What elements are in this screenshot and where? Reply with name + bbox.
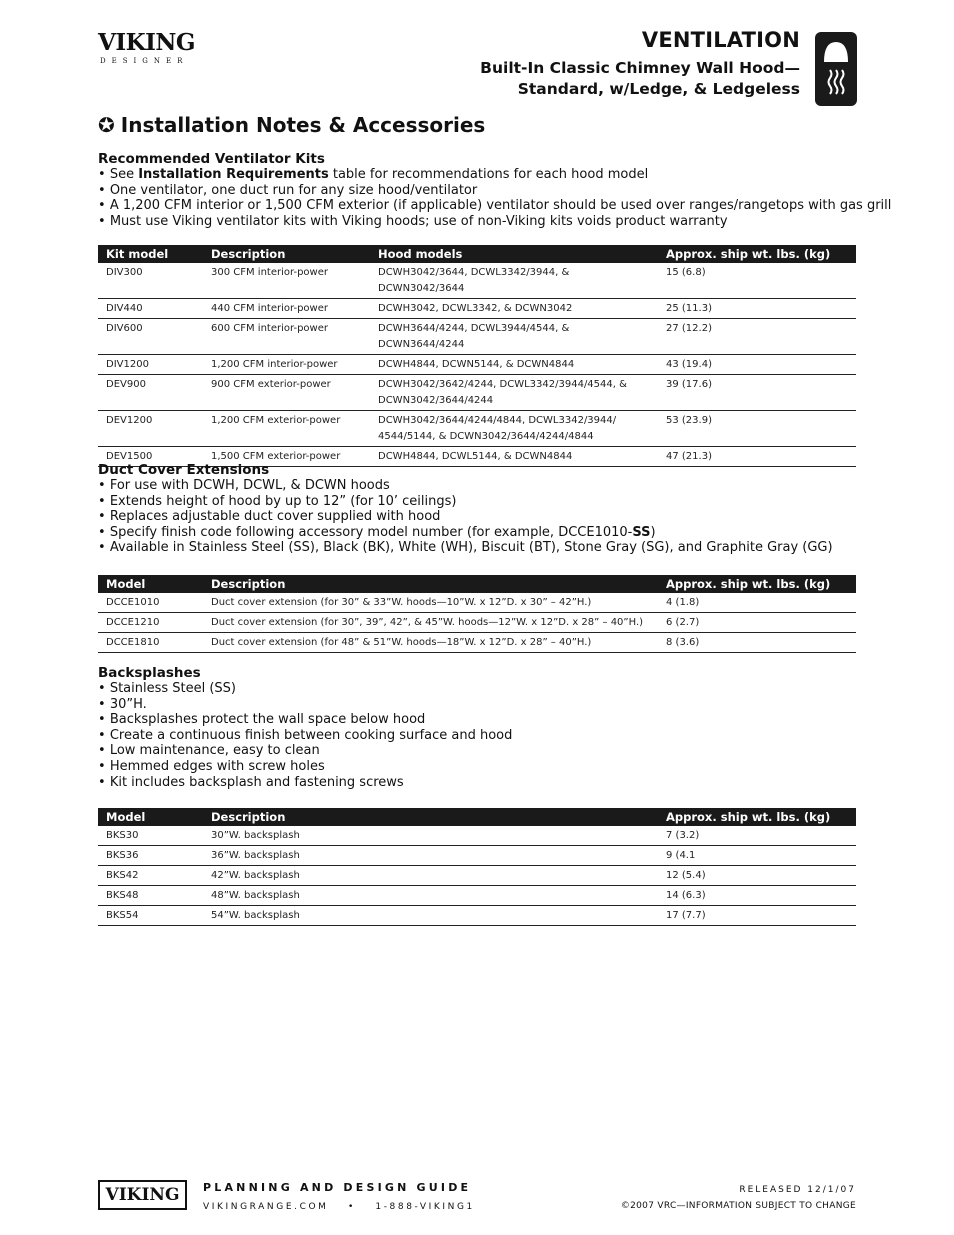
bullet-text: A 1,200 CFM interior or 1,500 CFM exterior (if applicable) ventilator should be used over ranges/rangetops with gas grill xyxy=(109,198,892,214)
col-header: Approx. ship wt. lbs. (kg) xyxy=(658,575,856,593)
cell-line: DCWH3042, DCWL3342, & DCWN3042 xyxy=(378,303,573,314)
table-cell: 12 (5.4) xyxy=(658,866,856,886)
table-cell xyxy=(370,375,658,411)
table-cell: BKS42 xyxy=(98,866,203,886)
table-cell: 47 (21.3) xyxy=(658,447,856,467)
table-row xyxy=(98,319,856,355)
footer-copyright: ©2007 VRC—INFORMATION SUBJECT TO CHANGE xyxy=(620,1201,856,1211)
table-row xyxy=(98,375,856,411)
footer-contact xyxy=(203,1202,475,1212)
duct-section xyxy=(98,462,833,556)
table-row xyxy=(98,355,856,375)
table-cell: DCCE1010 xyxy=(98,593,203,613)
table-cell: Duct cover extension (for 30”, 39”, 42”, & 45”W. hoods—12”W. x 12”D. x 28” – 40”H.) xyxy=(203,613,658,633)
header-titles xyxy=(480,28,800,100)
bullet-text: Available in Stainless Steel (SS), Black (BK), White (WH), Biscuit (BT), Stone Gray (SG), and Graphite Gray (GG) xyxy=(109,540,833,556)
table-cell: BKS36 xyxy=(98,846,203,866)
duct-cover-table xyxy=(98,575,856,653)
table-cell: 15 (6.8) xyxy=(658,263,856,299)
page-heading xyxy=(98,113,485,137)
table-cell: 1,500 CFM exterior-power xyxy=(203,447,370,467)
bullet-text: Backsplashes protect the wall space below hood xyxy=(109,712,426,728)
footer-guide-title: PLANNING AND DESIGN GUIDE xyxy=(203,1181,472,1194)
cell-line: DCWH3042/3644, DCWL3342/3944, & xyxy=(378,267,570,278)
table-cell: DEV900 xyxy=(98,375,203,411)
table-header-row xyxy=(98,575,856,593)
table-cell: 900 CFM exterior-power xyxy=(203,375,370,411)
cell-line: DCWH3042/3642/4244, DCWL3342/3944/4544, & xyxy=(378,379,627,390)
table-row xyxy=(98,593,856,613)
bullet-item xyxy=(98,183,891,199)
col-header: Description xyxy=(203,808,658,826)
table-cell xyxy=(370,411,658,447)
bullet-text: 30”H. xyxy=(109,696,147,712)
col-header: Kit model xyxy=(98,245,203,263)
backsplash-section-title: Backsplashes xyxy=(98,665,201,681)
table-cell: 30”W. backsplash xyxy=(203,826,658,846)
table-cell: BKS48 xyxy=(98,886,203,906)
bullet-text-end: table for recommendations for each hood model xyxy=(328,167,649,182)
ventilator-section xyxy=(98,151,891,229)
duct-section-title: Duct Cover Extensions xyxy=(98,462,270,478)
table-cell: DCCE1210 xyxy=(98,613,203,633)
table-row xyxy=(98,866,856,886)
table-cell: 7 (3.2) xyxy=(658,826,856,846)
footer-phone: 1-888-VIKING1 xyxy=(375,1202,475,1212)
subtitle-line-1: Built-In Classic Chimney Wall Hood— xyxy=(480,59,800,77)
table-cell: 25 (11.3) xyxy=(658,299,856,319)
table-header-row xyxy=(98,808,856,826)
table-cell: DIV440 xyxy=(98,299,203,319)
table-cell: 600 CFM interior-power xyxy=(203,319,370,355)
cell-line: DCWN3042/3644/4244 xyxy=(378,395,494,406)
col-header: Hood models xyxy=(370,245,658,263)
table-cell: Duct cover extension (for 48” & 51”W. hoods—18”W. x 12”D. x 28” – 40”H.) xyxy=(203,633,658,653)
table-cell: 6 (2.7) xyxy=(658,613,856,633)
bullet-bold-text: SS xyxy=(632,524,651,540)
table-cell: 54”W. backsplash xyxy=(203,906,658,926)
bullet-text: Kit includes backsplash and fastening screws xyxy=(109,774,404,790)
cell-line: DCWH3644/4244, DCWL3944/4544, & xyxy=(378,323,570,334)
bullet-item xyxy=(98,214,891,230)
bullet-item xyxy=(98,743,512,759)
bullet-item xyxy=(98,167,891,183)
bullet-item xyxy=(98,728,512,744)
table-cell: 4 (1.8) xyxy=(658,593,856,613)
bullet-text: Low maintenance, easy to clean xyxy=(109,743,320,759)
bullet-item xyxy=(98,775,512,791)
bullet-item xyxy=(98,525,833,541)
table-cell: DIV1200 xyxy=(98,355,203,375)
table-row xyxy=(98,411,856,447)
footer-separator: • xyxy=(347,1202,356,1212)
page-heading-text: Installation Notes & Accessories xyxy=(120,113,486,137)
table-cell: 9 (4.1 xyxy=(658,846,856,866)
backsplash-section xyxy=(98,665,512,790)
table-cell: 27 (12.2) xyxy=(658,319,856,355)
table-cell xyxy=(370,355,658,375)
table-cell xyxy=(370,319,658,355)
table-row xyxy=(98,846,856,866)
bullet-text: Must use Viking ventilator kits with Viking hoods; use of non-Viking kits voids product warranty xyxy=(109,213,728,229)
table-row xyxy=(98,633,856,653)
table-cell: DEV1500 xyxy=(98,447,203,467)
table-cell: 14 (6.3) xyxy=(658,886,856,906)
ventilator-bullets xyxy=(98,167,891,229)
table-cell xyxy=(370,299,658,319)
bullet-bold-text: Installation Requirements xyxy=(138,167,329,182)
bullet-item xyxy=(98,712,512,728)
bullet-item xyxy=(98,478,833,494)
table-cell: 36”W. backsplash xyxy=(203,846,658,866)
bullet-text: Hemmed edges with screw holes xyxy=(109,758,325,774)
table-row xyxy=(98,299,856,319)
subtitle-line-2: Standard, w/Ledge, & Ledgeless xyxy=(517,80,800,98)
table-row xyxy=(98,906,856,926)
bullet-text: Create a continuous finish between cooking surface and hood xyxy=(109,727,513,743)
cell-line: DCWH3042/3644/4244/4844, DCWL3342/3944/ xyxy=(378,415,617,426)
table-cell: DIV300 xyxy=(98,263,203,299)
bullet-text-end: ) xyxy=(650,524,656,540)
footer-viking-logo: VIKING xyxy=(98,1180,187,1210)
cell-line: DCWH4844, DCWN5144, & DCWN4844 xyxy=(378,359,575,370)
col-header: Description xyxy=(203,245,370,263)
table-cell: BKS30 xyxy=(98,826,203,846)
bullet-item xyxy=(98,509,833,525)
col-header: Model xyxy=(98,575,203,593)
bullet-text: For use with DCWH, DCWL, & DCWN hoods xyxy=(109,478,390,493)
table-row xyxy=(98,826,856,846)
bullet-item xyxy=(98,198,891,214)
table-cell: DEV1200 xyxy=(98,411,203,447)
backsplash-table xyxy=(98,808,856,926)
col-header: Model xyxy=(98,808,203,826)
ventilator-section-title: Recommended Ventilator Kits xyxy=(98,151,325,167)
bullet-text: Specify finish code following accessory model number (for example, DCCE1010- xyxy=(109,524,633,540)
bullet-text: Stainless Steel (SS) xyxy=(109,681,237,696)
table-cell: BKS54 xyxy=(98,906,203,926)
table-cell: 1,200 CFM interior-power xyxy=(203,355,370,375)
table-row xyxy=(98,886,856,906)
duct-bullets xyxy=(98,478,833,556)
bullet-item xyxy=(98,759,512,775)
table-cell: 42”W. backsplash xyxy=(203,866,658,886)
table-cell: DIV600 xyxy=(98,319,203,355)
bullet-text: See xyxy=(109,167,139,182)
backsplash-bullets xyxy=(98,681,512,790)
table-cell: 39 (17.6) xyxy=(658,375,856,411)
table-cell: 8 (3.6) xyxy=(658,633,856,653)
cell-line: DCWH4844, DCWL5144, & DCWN4844 xyxy=(378,451,573,462)
table-cell: 43 (19.4) xyxy=(658,355,856,375)
bullet-item xyxy=(98,540,833,556)
logo-subtitle: DESIGNER xyxy=(100,57,189,65)
footer-released-date: RELEASED 12/1/07 xyxy=(739,1185,856,1195)
bullet-text: Replaces adjustable duct cover supplied with hood xyxy=(109,509,441,525)
bullet-text: One ventilator, one duct run for any size hood/ventilator xyxy=(109,182,478,198)
star-circle-icon: ✪ xyxy=(98,113,115,137)
table-cell: 300 CFM interior-power xyxy=(203,263,370,299)
table-cell: 440 CFM interior-power xyxy=(203,299,370,319)
col-header: Approx. ship wt. lbs. (kg) xyxy=(658,808,856,826)
footer-website: VIKINGRANGE.COM xyxy=(203,1202,329,1212)
ventilation-hood-icon xyxy=(815,32,857,106)
table-cell: DCCE1810 xyxy=(98,633,203,653)
table-row xyxy=(98,263,856,299)
table-cell: 53 (23.9) xyxy=(658,411,856,447)
table-cell: 48”W. backsplash xyxy=(203,886,658,906)
cell-line: DCWN3042/3644 xyxy=(378,283,465,294)
cell-line: 4544/5144, & DCWN3042/3644/4244/4844 xyxy=(378,431,594,442)
col-header: Description xyxy=(203,575,658,593)
product-subtitle xyxy=(480,58,800,100)
table-row xyxy=(98,613,856,633)
cell-line: DCWN3644/4244 xyxy=(378,339,465,350)
logo-wordmark: VIKING xyxy=(98,29,196,56)
table-cell: Duct cover extension (for 30” & 33”W. hoods—10”W. x 12”D. x 30” – 42”H.) xyxy=(203,593,658,613)
table-cell xyxy=(370,263,658,299)
section-title: VENTILATION xyxy=(641,28,800,52)
table-header-row xyxy=(98,245,856,263)
ventilator-kits-table xyxy=(98,245,856,467)
col-header: Approx. ship wt. lbs. (kg) xyxy=(658,245,856,263)
bullet-text: Extends height of hood by up to 12” (for 10’ ceilings) xyxy=(109,493,457,509)
viking-designer-logo xyxy=(98,31,195,65)
bullet-item xyxy=(98,681,512,697)
table-cell: 17 (7.7) xyxy=(658,906,856,926)
bullet-item xyxy=(98,494,833,510)
bullet-item xyxy=(98,697,512,713)
table-cell: 1,200 CFM exterior-power xyxy=(203,411,370,447)
